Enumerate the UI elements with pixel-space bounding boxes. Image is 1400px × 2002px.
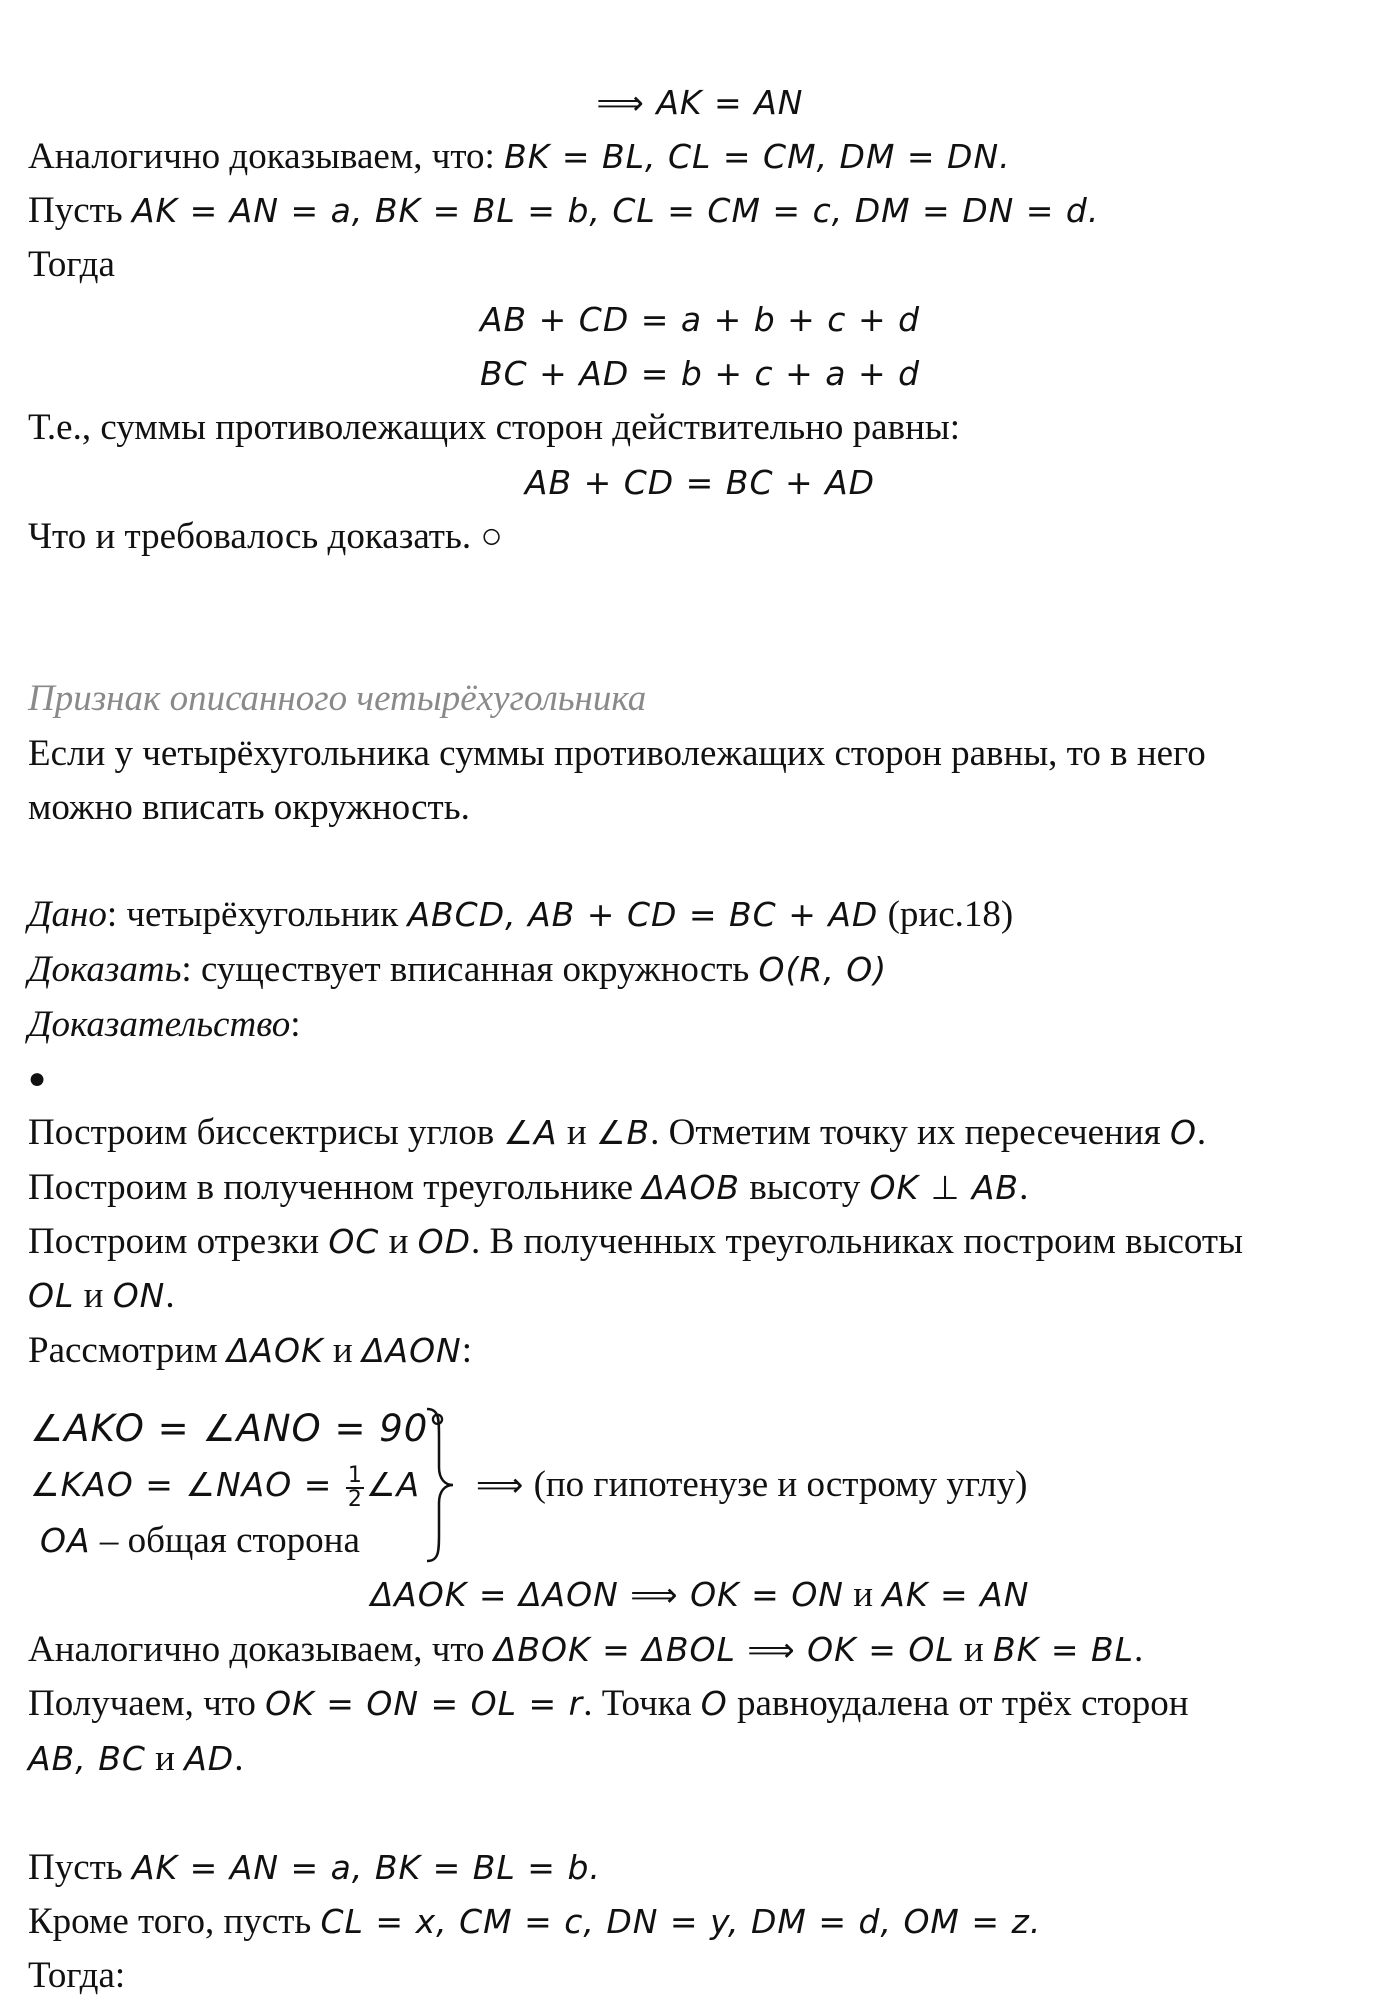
text-span: . <box>234 1738 244 1779</box>
math-span: ON <box>112 1276 166 1315</box>
text-span: . Отметим точку их пересечения <box>650 1112 1170 1153</box>
text-span: : четырёхугольник <box>106 894 408 935</box>
given-label: Дано <box>28 894 107 935</box>
text-span: и <box>557 1112 596 1153</box>
theorem-text-line-2: можно вписать окружность. <box>28 787 470 828</box>
math-span: AD <box>184 1739 235 1778</box>
text-span: высоту <box>740 1167 870 1208</box>
math-span: ABCD, AB + CD = BC + AD <box>407 895 879 934</box>
text-line-analogous <box>28 131 1011 183</box>
math-span: OL <box>28 1276 75 1315</box>
system-row-1: ∠AKO = ∠ANO = 90° <box>30 1407 448 1450</box>
math-span: AB, BC <box>28 1739 146 1778</box>
text-span: равноудалена от трёх сторон <box>727 1683 1189 1724</box>
text-line-then: Тогда <box>28 244 115 285</box>
result-line-6: Тогда: <box>28 1955 126 1996</box>
math-span: O <box>1169 1113 1197 1152</box>
step-line-2 <box>28 1162 1028 1214</box>
section-heading: Признак описанного четырёхугольника <box>28 678 647 719</box>
text-span: (по гипотенузе и острому углу) <box>524 1464 1028 1505</box>
step-line-1 <box>28 1107 1206 1159</box>
formula-ab-cd: AB + CD = a + b + c + d <box>479 300 921 339</box>
text-span: и <box>954 1629 994 1670</box>
math-span: OA <box>40 1521 91 1560</box>
text-line-qed: Что и требовалось доказать. ○ <box>28 516 503 557</box>
text-span: . <box>165 1275 175 1316</box>
text-span: : существует вписанная окружность <box>181 949 759 990</box>
result-line-2 <box>28 1678 1189 1730</box>
step-line-5 <box>28 1325 472 1377</box>
math-span: ΔAOK <box>226 1331 324 1370</box>
text-span: . <box>1133 1629 1144 1670</box>
step-line-3 <box>28 1216 1243 1268</box>
text-span: Кроме того, пусть <box>28 1901 321 1942</box>
text-span: и <box>74 1275 113 1316</box>
formula-bc-ad: BC + AD = b + c + a + d <box>479 354 921 393</box>
math-span: AK = AN = a, BK = BL = b, CL = CM = c, DM = DN = d. <box>131 191 1100 230</box>
text-span: и <box>843 1574 883 1615</box>
text-span: Построим биссектрисы углов <box>28 1112 504 1153</box>
text-line-let <box>28 185 1099 237</box>
formula-ak-an: ⟹ AK = AN <box>596 83 804 122</box>
text-span: и <box>323 1330 362 1371</box>
text-span: . <box>1019 1167 1029 1208</box>
proof-label: Доказательство <box>28 1004 291 1045</box>
math-span: OD <box>417 1222 472 1261</box>
system-row-2 <box>30 1459 420 1511</box>
math-span: ΔAOB <box>642 1168 741 1207</box>
text-span: . В полученных треугольниках построим высоты <box>471 1221 1243 1262</box>
theorem-text-line-1: Если у четырёхугольника суммы противолежащих сторон равны, то в него <box>28 733 1206 774</box>
fraction-numerator: 1 <box>347 1462 362 1488</box>
result-line-5 <box>28 1896 1041 1948</box>
math-span: CL = x, CM = c, DN = y, DM = d, OM = z. <box>320 1902 1042 1941</box>
math-span: AK = AN = a, BK = BL = b. <box>131 1848 601 1887</box>
math-span: O(R, O) <box>758 950 888 989</box>
text-span: Пусть <box>28 190 132 231</box>
implies-icon: ⟹ <box>476 1465 525 1504</box>
prove-line <box>28 944 887 996</box>
result-line-1 <box>28 1624 1143 1676</box>
text-span: Рассмотрим <box>28 1330 227 1371</box>
math-span: ∠A <box>503 1113 558 1152</box>
text-line-sums: Т.е., суммы противолежащих сторон действительно равны: <box>28 407 961 448</box>
fraction-one-half <box>346 1462 364 1512</box>
math-span: ∠A <box>365 1465 421 1504</box>
step-line-4 <box>28 1270 175 1322</box>
system-conclusion <box>476 1459 1027 1511</box>
system-row-3 <box>40 1515 360 1567</box>
text-span: Получаем, что <box>28 1683 266 1724</box>
math-span: OK ⊥ AB <box>869 1168 1020 1207</box>
math-span: BK = BL, CL = CM, DM = DN. <box>504 137 1011 176</box>
text-span: . Точка <box>583 1683 701 1724</box>
result-line-3 <box>28 1733 243 1785</box>
bullet: ● <box>28 1062 47 1095</box>
conclusion-triangles-equal <box>0 1569 1400 1621</box>
math-span: O <box>700 1684 728 1723</box>
text-span: и <box>379 1221 418 1262</box>
text-span: и <box>145 1738 185 1779</box>
text-span: Построим в полученном треугольнике <box>28 1167 643 1208</box>
text-span: Аналогично доказываем, что: <box>28 136 505 177</box>
proof-line <box>28 999 301 1051</box>
math-span: ΔAON <box>361 1331 462 1370</box>
text-span: : <box>290 1004 301 1045</box>
math-span: OK = ON = OL = r <box>265 1684 584 1723</box>
text-span: (рис.18) <box>878 894 1014 935</box>
text-span: – общая сторона <box>90 1520 360 1561</box>
given-line <box>28 889 1013 941</box>
math-span: OC <box>328 1222 380 1261</box>
prove-label: Доказать <box>28 949 182 990</box>
math-span: AK = AN <box>882 1575 1030 1614</box>
math-span: BK = BL <box>993 1630 1134 1669</box>
fraction-denominator: 2 <box>347 1486 362 1512</box>
formula-equality: AB + CD = BC + AD <box>524 463 876 502</box>
text-span: . <box>1196 1112 1207 1153</box>
equation-system <box>28 1403 1128 1568</box>
math-span: ∠KAO = ∠NAO = <box>30 1465 344 1504</box>
text-span: : <box>461 1330 473 1371</box>
math-span: ΔAOK = ΔAON ⟹ OK = ON <box>370 1575 844 1614</box>
result-line-4 <box>28 1842 601 1894</box>
text-span: Построим отрезки <box>28 1221 329 1262</box>
right-brace-icon <box>423 1407 459 1563</box>
math-span: ∠B <box>595 1113 651 1152</box>
math-span: ΔBOK = ΔBOL ⟹ OK = OL <box>493 1630 955 1669</box>
text-span: Аналогично доказываем, что <box>28 1629 494 1670</box>
text-span: Пусть <box>28 1847 132 1888</box>
